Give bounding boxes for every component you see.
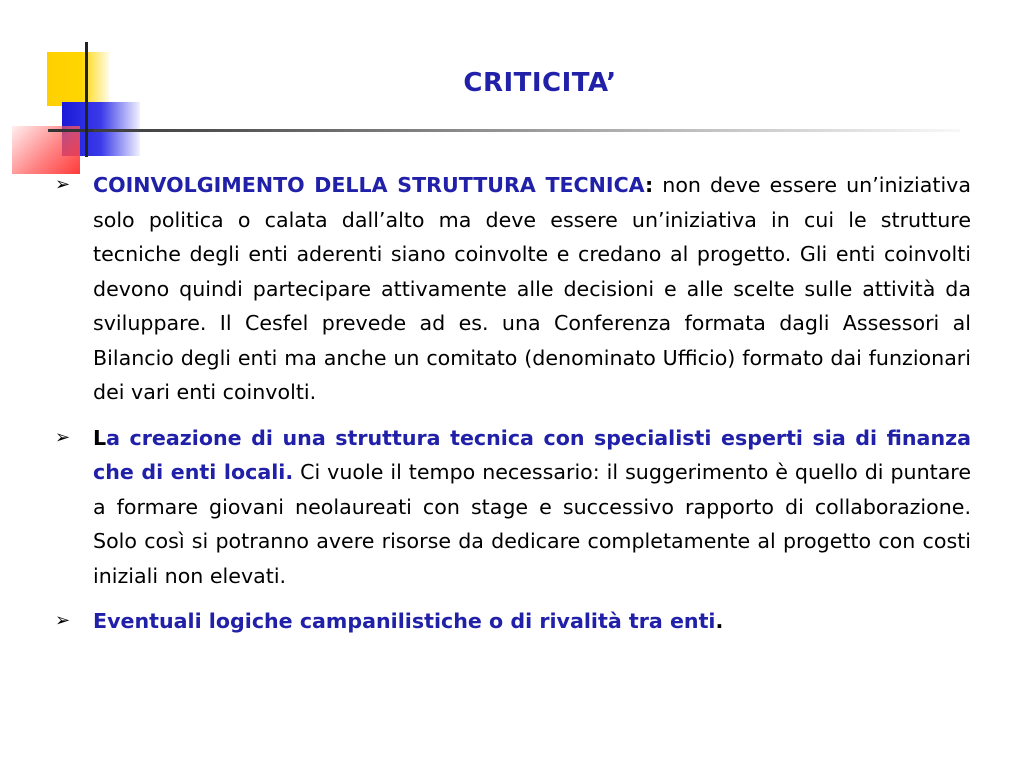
decorative-yellow-square bbox=[47, 52, 109, 106]
bullet-item bbox=[55, 168, 971, 410]
bullet-text: non deve essere un’iniziativa solo politica o calata dall’alto ma deve essere un’iniziativa in cui le strutture tecniche degli enti aderenti siano coinvolte e credano al progetto. Gli enti coinvolti devono quindi partecipare attivamente alle decisioni e alle scelte sulle attività da sviluppare. Il Cesfel prevede ad es. una Conferenza formata dagli Assessori al Bilancio degli enti ma anche un comitato (denominato Ufficio) formato dai funzionari dei vari enti coinvolti. bbox=[93, 173, 971, 404]
bullet-lead-initial: L bbox=[93, 425, 107, 450]
bullet-lead-suffix: : bbox=[645, 173, 654, 197]
decorative-red-square bbox=[12, 126, 80, 174]
bullet-text: Ci vuole il tempo necessario: il suggerimento è quello di puntare a formare giovani neolaureati con stage e successivo rapporto di collaborazione. Solo così si potranno avere risorse da dedicare completamente al progetto con costi iniziali non elevati. bbox=[93, 460, 971, 588]
bullet-item bbox=[55, 604, 971, 639]
bullet-arrow-icon: ➢ bbox=[55, 174, 71, 195]
bullet-lead: COINVOLGIMENTO DELLA STRUTTURA TECNICA bbox=[93, 173, 645, 197]
slide-title: CRITICITA’ bbox=[463, 68, 617, 98]
bullet-lead: Eventuali logiche campanilistiche o di rivalità tra enti bbox=[93, 609, 716, 633]
bullet-arrow-icon: ➢ bbox=[55, 426, 71, 448]
slide-body bbox=[55, 168, 971, 650]
decorative-vertical-rule bbox=[85, 42, 88, 157]
bullet-arrow-icon: ➢ bbox=[55, 610, 71, 631]
bullet-text: . bbox=[715, 609, 724, 633]
bullet-item bbox=[55, 421, 971, 594]
decorative-horizontal-rule bbox=[48, 129, 960, 132]
bullet-lead: a creazione di una struttura tecnica con specialisti esperti sia di finanza che di enti locali. bbox=[93, 425, 971, 484]
